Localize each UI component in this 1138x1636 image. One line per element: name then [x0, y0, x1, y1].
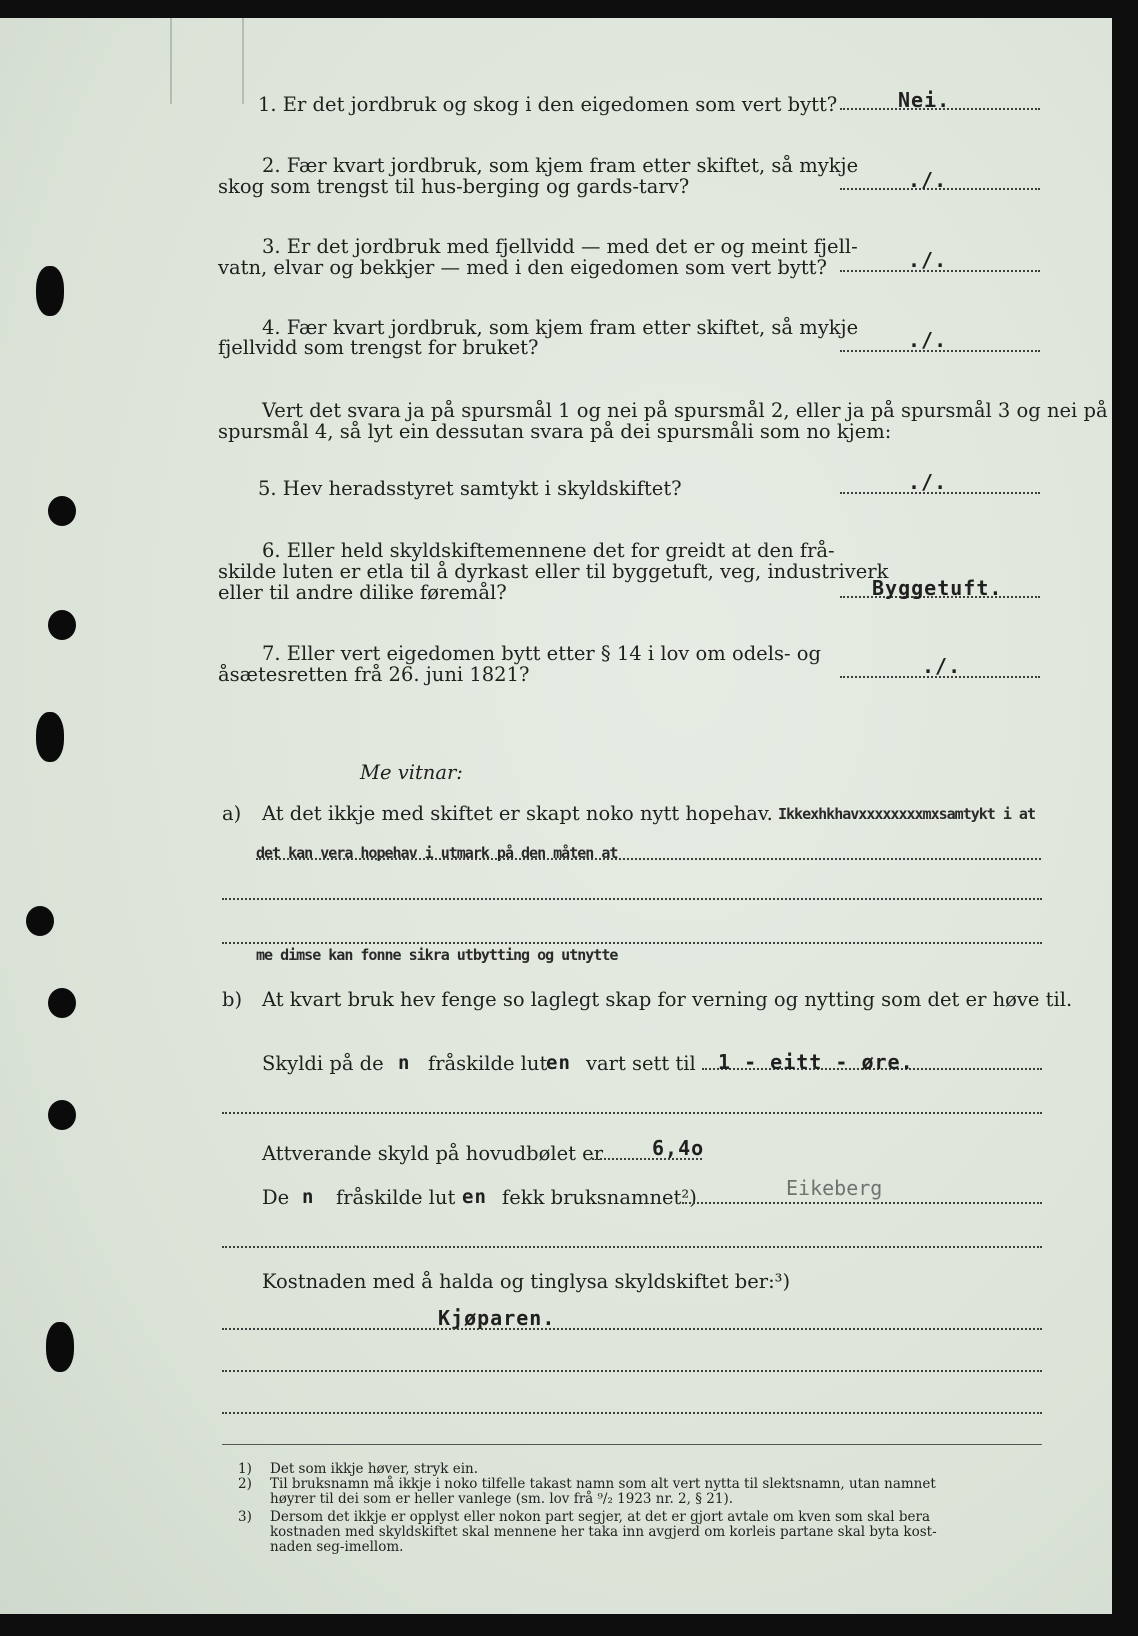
- footnote-rule: [222, 1444, 1042, 1445]
- answer-5: ./.: [908, 470, 948, 494]
- question-6-line-1: 6. Eller held skyldskiftemennene det for greidt at den frå-: [262, 539, 835, 562]
- punch-hole: [36, 712, 64, 762]
- punch-hole: [26, 906, 54, 936]
- answer-4: ./.: [908, 328, 948, 352]
- kostnad-label: Kostnaden med å halda og tinglysa skyldskiftet ber:³): [262, 1270, 791, 1293]
- question-7-line-2: åsætesretten frå 26. juni 1821?: [218, 663, 530, 686]
- item-a-text: At det ikkje med skiftet er skapt noko nytt hopehav.: [262, 802, 773, 825]
- bruksnamn-mid: fråskilde lut: [336, 1186, 456, 1209]
- footnote-1-mark: 1): [238, 1461, 252, 1477]
- punch-hole: [36, 266, 64, 316]
- item-a-label: a): [222, 802, 242, 825]
- footnote-3-mark: 3): [238, 1509, 252, 1525]
- fill-line-a-1: [256, 858, 1041, 860]
- paper-tab-mark: [170, 18, 244, 104]
- footnote-2-line-1: Til bruksnamn må ikkje i noko tilfelle takast namn som alt vert nytta til slektsnamn, utan namnet: [270, 1476, 936, 1492]
- punch-hole: [48, 610, 76, 640]
- punch-hole: [48, 988, 76, 1018]
- question-5: 5. Hev heradsstyret samtykt i skyldskiftet?: [258, 477, 682, 500]
- punch-hole: [46, 1322, 74, 1372]
- footnote-1: Det som ikkje høver, stryk ein.: [270, 1461, 479, 1477]
- bruksnamn-prefix: De: [262, 1186, 290, 1209]
- footnote-2-mark: 2): [238, 1476, 252, 1492]
- question-4-line-1: 4. Fær kvart jordbruk, som kjem fram etter skiftet, så mykje: [262, 316, 859, 339]
- footnote-3-line-1: Dersom det ikkje er opplyst eller nokon part segjer, at det er gjort avtale om kven som skal bera: [270, 1509, 931, 1525]
- footnote-3-line-3: naden seg-imellom.: [270, 1539, 404, 1555]
- question-3-line-2: vatn, elvar og bekkjer — med i den eigedomen som vert bytt?: [218, 256, 827, 279]
- bruksnamn-value: Eikeberg: [786, 1176, 883, 1200]
- question-2-line-1: 2. Fær kvart jordbruk, som kjem fram etter skiftet, så mykje: [262, 154, 859, 177]
- struck-text-a-1: Ikkexhkhavxxxxxxxxmxsamtykt i at: [778, 805, 1035, 823]
- punch-hole: [48, 1100, 76, 1130]
- answer-7: ./.: [922, 654, 962, 678]
- fill-line-bruksnamn-2: [222, 1246, 1042, 1248]
- item-b-text: At kvart bruk hev fenge so laglegt skap for verning og nytting som det er høve til.: [262, 988, 1073, 1011]
- fill-line-skyld-2: [222, 1112, 1042, 1114]
- question-3-line-1: 3. Er det jordbruk med fjellvidd — med det er og meint fjell-: [262, 235, 858, 258]
- kostnad-value: Kjøparen.: [438, 1306, 556, 1330]
- answer-1: Nei.: [898, 88, 951, 112]
- bruksnamn-fill-n: n: [302, 1186, 315, 1208]
- fill-line-kostnad-2: [222, 1370, 1042, 1372]
- fill-line-a-2: [222, 898, 1042, 900]
- question-4-line-2: fjellvidd som trengst for bruket?: [218, 336, 539, 359]
- conditional-line-1: Vert det svara ja på spursmål 1 og nei på spursmål 2, eller ja på spursmål 3 og nei på: [262, 399, 1108, 422]
- footnote-2-line-2: høyrer til dei som er heller vanlege (sm. lov frå ⁹/₂ 1923 nr. 2, § 21).: [270, 1491, 734, 1507]
- skyld-suffix: vart sett til: [586, 1052, 696, 1075]
- fill-line-a-3: [222, 942, 1042, 944]
- question-6-line-3: eller til andre dilike føremål?: [218, 581, 507, 604]
- struck-text-a-3: me dimse kan fonne sikra utbytting og utnytte: [256, 946, 618, 964]
- conditional-line-2: spursmål 4, så lyt ein dessutan svara på dei spursmåli som no kjem:: [218, 420, 892, 443]
- hovudbol-value: 6,4o: [652, 1136, 705, 1160]
- answer-3: ./.: [908, 248, 948, 272]
- fill-line-kostnad-1: [222, 1328, 1042, 1330]
- punch-hole: [48, 496, 76, 526]
- footnote-3-line-2: kostnaden med skyldskiftet skal mennene her taka inn avgjerd om korleis partane skal byta kost-: [270, 1524, 937, 1540]
- bruksnamn-line: [682, 1202, 1042, 1204]
- hovudbol-label: Attverande skyld på hovudbølet er: [262, 1142, 604, 1165]
- item-b-label: b): [222, 988, 243, 1011]
- scan-border-top: [0, 0, 1138, 18]
- witness-heading: Me vitnar:: [360, 761, 463, 784]
- scan-border-bottom: [0, 1614, 1138, 1636]
- skyld-value: 1 - eitt - øre.: [718, 1050, 914, 1074]
- answer-2: ./.: [908, 168, 948, 192]
- skyld-mid: fråskilde lut: [428, 1052, 548, 1075]
- scan-border-right: [1112, 0, 1138, 1636]
- bruksnamn-suffix: fekk bruksnamnet²): [502, 1186, 697, 1209]
- question-2-line-2: skog som trengst til hus-berging og gards-tarv?: [218, 175, 690, 198]
- question-7-line-1: 7. Eller vert eigedomen bytt etter § 14 i lov om odels- og: [262, 642, 821, 665]
- skyld-prefix: Skyldi på de: [262, 1052, 384, 1075]
- question-1: 1. Er det jordbruk og skog i den eigedomen som vert bytt?: [258, 93, 838, 116]
- skyld-fill-n: n: [398, 1052, 411, 1074]
- bruksnamn-fill-en: en: [462, 1186, 487, 1208]
- answer-6: Byggetuft.: [872, 576, 1003, 600]
- skyld-fill-en: en: [546, 1052, 571, 1074]
- question-6-line-2: skilde luten er etla til å dyrkast eller til byggetuft, veg, industriverk: [218, 560, 889, 583]
- fill-line-kostnad-3: [222, 1412, 1042, 1414]
- struck-text-a-2: det kan vera hopehav i utmark på den måten at: [256, 844, 618, 862]
